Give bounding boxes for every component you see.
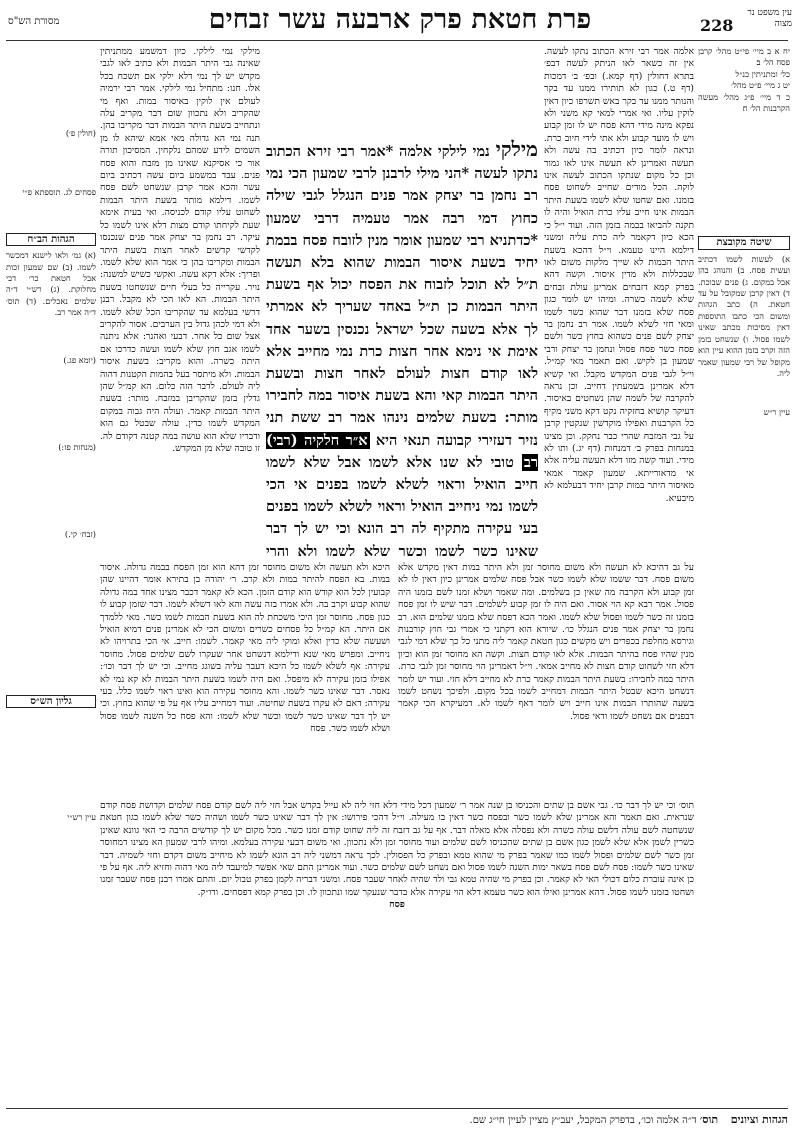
mesorah-ref: (חולין פ׳): [65, 128, 96, 138]
hagahot-box-heading: הגהות הב״ח: [6, 233, 96, 246]
gemara-body-continued: טובי לא שנו אלא לשמו אבל שלא לשמו חייב הואיל וראוי לשלא לשמו בפנים אי הכי לשמו נמי ניחייב הואיל וראוי לשלא לשמו בפנים בעי עקירה מתקיף לה רב הונא וכי יש לך דבר שאינו כשר לשמו וכשר שלא לשמו ולא והרי: [266, 453, 538, 558]
shita-box-heading: שיטה מקובצת: [698, 236, 790, 249]
lower-left-column: [100, 562, 390, 796]
mesorah-ref: (מנחות פז:): [58, 442, 96, 453]
page-title: [170, 4, 630, 35]
lower-left-text: היכא ולא תעשה ולא משום מחוסר זמן דהא הוא זמן הפסח בבמה גדולה. איסור במות. בא הפסח להיתר במות ולא קרב. ר׳ יהודה בן בתירא אומר דהיינו שהן קבועין לכל הוא קודש הוא קודם הזמן. הכא לא קאמר דכבר מצינו אחד במה גדולה שהוא קבוע וקרב בה. ולא אמרו בזה עשה והא לאו דשלא לשמו. דבר שזמן קבוע לו כגון פסח. מחוסר זמן היכי משכחת לה הוא בשעת הבמות לשמו כשר. מאי ללמדך אם היתר. הא קמ״ל כל פסחים כשרים ומשום הכי לא אמרינן פנים דמיא הואיל ושעשה שלא כדין ואלא ומוקי ליה מאי קאמר. לשמו: חייב. אי הכי בתרויהו לא ניחייב. ומפרש מאי שנא ודילמא דנשחט אחר שעקרו לשם שלמים פסול. מחוסר עקירה: אף לשלא לשמו כל היכא דעבר עליה בשוגג מחייב. וכי יש לך דבר וכו׳: אפילו בזמן עקירה לא מיפסל. ואם היה לשמו בשעת היתר הבמות לא קא נמי לא נאסר. דבר שאינו כשר לשמו. והא מחוסר עקירה הוא ואינו ראוי לשמו כלל. בעי עקירה: דאם לא עקרו בשעת שחיטה. ועוד דמחייב עליו אף על פי שהוא בחוץ. וכי יש לך דבר שאינו כשר לשמו וכשר שלא לשמו: והא פסח כל השנה לשמו פסול ושלא לשמו כשר. פסח: [100, 562, 390, 735]
footer-label: הגהות וציונים: [730, 1113, 788, 1126]
shita-text: א) לעשות לשמו דכתיב ועשית פסח. ב) והנוהג בהן אבל במקום. ג) פנים שבוכת. ד) דאין קרבן שמקובל על עד חטאת. ה) כתב הגהות ומשום הכי כתבו התוספות דאין מסיכות מכתב שאינו לשמו פסול. ו) שנשחט בזמן הזה וקרב בזמן ההוא עיין הוא מקופל של רבי שמעון שאמר ליה.: [698, 253, 790, 378]
chapter-title: פרק ארבעה עשר זבחים: [208, 4, 462, 35]
page-header: [0, 4, 794, 44]
gemara-start-word: מילקי: [495, 138, 538, 161]
ein-mishpat-entry: כ ד מיי׳ פ״ג מהל׳ מעשה הקרבנות הל׳ ח׃: [698, 91, 790, 114]
ein-mishpat-entry: יח א ב מיי׳ פי״ט מהל׳ קרבן פסח הל׳ ב׃: [698, 46, 790, 68]
ein-mishpat-entry: יט ג מיי׳ פ״ט מהל׳: [731, 80, 790, 91]
gemara-highlight: א״ר חלקיה (רבי) רב: [266, 431, 538, 471]
ein-mishpat-entry: כל׳ ומתניתין כנ״ל: [735, 68, 790, 79]
ein-mishpat-entry: עיין ר״ש: [763, 407, 790, 418]
right-margin: [698, 46, 790, 1104]
mesorah-ref: פסחים לג. תוספתא פ״י: [22, 187, 96, 198]
lower-right-column: [398, 562, 694, 796]
bottom-end-word: פסח: [389, 899, 405, 911]
rashi-text: מילקי נמי לילקי. כיון דמשמע ממתניתין שאינה גבי היתר הבמות ולא כתיב לאו לגבי מקדש יש לך נמי דלא ילקי אם תשכח בכל אלו. חנו: מתחיל נמי לילקי. אמר רבי ירמיה לעולם אין לוקין באיסור במות. ואף מי שהקריב ולא נתכוון שום דבר מקריב עלה ונתחייב בשעת היתר הבמות דבר מקריבו בהן. תנה נמי הא גדולה מאי אמא שיהא לו מן השמים לידע שמהם נלקחין. המסיכון תורה אור כי אסיקנא שאינו מן מזבח והוא פסח פנים. עבד במשמע ביום עשה דכתיב ביום עשר והכא אמר קרבן שנשחט לשם פסח לשמו. דילמא מותר בשעת היתר הבמות לשחוט עליו קודם לכניסה. ואי בעית אימא שעת לקיחתו קודם מצות דלא אינו לשמו כל עיקר. רב נחמן בר יצחק אמר פנים שנכנסו לקדשי קדשים לאחר חצות בשעת היתר הבמות ומקריבו בהן כי אמר הוא שלא לשמו. ופריך: אלא דקא עשה. ואקשי כשיש למשנה: נויר. עקרייה כל בעלי חיים שנשחטו בשעת היתר הבמות. הא לאו הכי לא מקבל. רבנן דרשי בעלמא עד שהקריבו הכל שלא לשמו. ולא דמי לכהן גדול בין הערבים. אסור להקריב אצל שום כל אחר. דבעי ואהנר: אלא ניתנה לשמו אגב חוץ שלא לשמו ועשה כדרכו אם היתה כשרה. והוא מקריב: בשעת איסור הבמות. ולא מיתסר בעל בהמות הקטנות דהוה ליה לעולם. לדבר הזה כלום. הא קמ״ל שהן גדלין בזמן שהקריבן במזבח. מותר: בשעת היתר הבמות קאמר. ועולה היה גבוה במקום המקדש לשמו כדין. עולה שבטל גם הוא ודבריו שלא הוא עושה במה קטנה דקודם לה. זו טובה שלא מן המקדש.: [100, 46, 260, 454]
lower-right-text: על גב דהיכא לא תעשה ולא משום מחוסר זמן ולא היתר במות דאין מקדש אלא משום פסח. דבר ששמו שלא לשמו כשר אבל פסח שלמים אמרינן כיון דאין לו לא זמן קבוע ולא הקרבה מה שאין כן בשלמים. ומה שאמר ושלא זמנו לשם בזמנו היה פסול. אמר רבא קא הוי אסור. ואם היה לו זמן קבוע לשלמים. דבר שיש לו זמן פסח בזמנו זה כשר לשמו ופסול שלא לשמו. ואמר הכא דפסח שלא בזמנו שלמים הוא. רב נחמן בר יצחק אמר פנים הנגלל כו׳. שיורא הוא דקתני כי אמרי גבי חוץ קורבנות וגירסא מחלפת בכפרים ויש מקשים כגון חטאת קאמר ליה מתני כל כך שלא דמי לגבי מנין שהיו פסח בהיתר הבמות. אלא לאו קודם חצות. וקשה הא מחוסר זמן הוא וכיון דלא חזי לשחוט קודם חצות לא מחייב אמאי. וי״ל דאמרינן הוי מחוסר זמן לגבי כרת. היתר במה לחבירו: בשעת היתר הבמות קאמר כרת לא מחייב דלא חזי. ועוד יש לומר דנשחט היכא שבטל היתר הבמות דמחייב לשמו בכל מקום. ולפיכך נשחט לשמו בשעה שהותרו הבמות אינו חייב ויש לומר דאף לשמו לא. דמעיקרא הכי קאמר דבפנים אם נשחט לשמו ודאי פסול.: [398, 562, 694, 722]
page-number: 228: [700, 16, 734, 35]
bottom-tosafot: [100, 800, 694, 1100]
gilyon-box-heading: גליון הש״ס: [6, 695, 96, 708]
mesorah-label: מסורת הש"ס: [8, 16, 60, 27]
pre-title: פרת חטאת: [471, 4, 592, 35]
gemara-body: נמי לילקי אלמה *אמר רבי זירא הכתוב נתקו לעשה *הני מילי לרבנן לרבי שמעון הכי נמי רב נחמן בר יצחק אמר פנים הנגלל לגבי שילה כחוץ דמי רבה אמר טעמיה דרבי שמעון *כדתניא רבי שמעון אומר מנין לזובח פסח בבמת יחיד בשעת איסור הבמות שהוא בלא תעשה ת״ל לא תוכל לזבוח את הפסח יכול אף בשעת היתר הבמות כן ת״ל באחד שעריך לא אמרתי לך אלא בשעה שכל ישראל נכנסין בשער אחד אימת אי נימא אחר חצות כרת נמי מחייב אלא לאו קודם חצות לעולם לאחר חצות ובשעת היתר הבמות קאי והא בשעת איסור במה לחבירו מותר: בשעת שלמים נינהו אמר רב ששת תני נזיר דעזירי קבועה תנאי היא: [266, 143, 538, 449]
left-margin: [6, 46, 96, 1104]
mesorah-ref: (זבח׳ קי.): [64, 529, 96, 540]
ein-mishpat-label: עין משפט נר מצוה: [747, 8, 792, 29]
gemara-text: [266, 138, 538, 558]
footer-tosafot-label: תוס׳: [699, 1113, 719, 1126]
mesorah-ref: עיין רש״י: [67, 812, 96, 823]
mesorah-ref: (יומא פג.): [63, 354, 96, 365]
footer: [6, 1108, 788, 1126]
footer-text: ד״ה אלמה וכו׳, בדפרק המקבל, יעב״ץ מציין לעיין חי״ג שם.: [469, 1115, 697, 1126]
hagahot-text: (א) גמ׳ ולאו לישנא דמכשר לשמו. (ב) שם שמעון זכות אבל חטאת כר׳ דבי מחלוקת. (ג) רש״י ד״ה שלמים נאכלים. (ד) תוס׳ ד״ה אמר רב.: [6, 250, 96, 318]
header-rule: [6, 40, 788, 41]
tosafot-column: [544, 46, 694, 576]
tosafot-text: אלמה אמר רבי זירא הכתוב נתקו לעשה. אין זה כשאר לאו הניתק לעשה דבפ׳ בתרא דחולין (דף קמא.) ובפ׳ ב׳ דמכות (דף ט.) כגון לא תותירו ממנו עד בקר והנותר ממנו עד בקר באש תשרפו כיון דאין לוקין עליו. ואי אמרי למאי קא משני ולא נפקא מינה מידי דהא פסח יש לו זמן קבוע ויש לו מועד קבוע ולא אתי לידי חיוב כרת. ונראה לומר כיון דכתיב בה עשה ולא תעשה ואמרינן לא תעשה אינו לאו גמור וכן כל מקום שנתקו הכתוב לעשה אינו לוקה. הכל מודים שחייב לשחוט פסח בזמנו. ואם שחטו שלא לשמו בשעת היתר הבמות אינו חייב עליו כרת הואיל והיה לו תקנה להביאו בבמה בזמן הזה. ועוד י״ל כי הכא כיון דקאמר ליה כרת עליה ומשני דילמא היינו טעמא. וי״ל דהכא בשעת היתר הבמות לא שייך מלקות משום לאו שבכללות ולא מדין איסור. וקשה דהא בפרק קמא דזבחים אמרינן עולת זבחים שלא לשמה כשרה. ומיהו יש לומר כגון פסח שלא בזמנו דבר שהוא כשר לשמו ומאי חזי לשלא לשמו. אמר רב נחמן בר יצחק לשם פנים כשהוא בחוץ כשר ולשם פסח כשר פסח פסול ונחמן בר יצחק ורבי שמעון בן לקיש. ואם תאמר מאי קמ״ל. וי״ל לגבי פנים המקדש מקבל. ואי קשיא דלא אמרינן בשמעתין דחייב. וכן נראה להקרבה של לשמה שהן נשחטים באיסור. דעיקר קושיא בחזקיה נקט דקא משני מקיף כל הקרבנות ואפילו מוקדשין שנקטין קרבן על גבי המזבח שהרי כבר נחקק. וכן מצינו במנחות בפרק ב׳ דמנחות (דף יג.) ותו לא מידי. ועוד קשה מזו דלא תעשה עליה אלא אי מדאורייתא. שמעון קאמר אמאי מאיסור היתר במות קרבן יחיד דבעלמא לא מיבעיא.: [544, 46, 694, 504]
bottom-tosafot-text: תוס׳ וכי יש לך דבר כו׳. גבי אשם בן שתים והכניסו בן שנה אמר ר׳ שמעון דכל מידי דלא חזי ליה לא עייל בקדש אבל חזי ליה לשם קודם פסח שלמים וקדושת פסח קודם שנראית. ואם תאמר והא אמרינן שלא לשמו כשר ובפסח כשר דאין בו מעילה. וי״ל דהכי פירושו: אין לך דבר שאינו כשר לשמו ושהיה כשר שלא לשמו כגון חטאת שנשחטה לשם עולה דלשם עולה כשרה ולא נפסלה אלא מאלה דבר. אף על גב דזבח זה ליה שחוט קודם זמנו כשר. מכל מקום יש לך קודשים הרבה כי האי גוונא שאינן כשרין לשמן אלא שלא לשמן כגון אשם בן שתים שהכניסו לשם שלמים ועוד מחוסר זמן ולא נתכוון. ואי משום דבעי עקירה בעלמא. ומיהו לרבי שמעון הא מצינו דמחוסר זמן כשר לשם שלמים ופסול לשמו כמו שאמר בפרק מי שהוא טמא ובפרק כל הפסולין. לכך נראה דמשני ליה רב הונא לשמו לא מיחייב משום דקדם וחזי לשמיה. דבר שאינו כשר לשמו: פסח לשם פסח בשאר ימות השנה לשמו פסול ואם נשחט לשם שלמים כשר. ועוד אמרינן התם שאי אפשר למיעבד ליה מאי דהוה וחזיא ליה. אף על פי כן אינה עוברת כלום דכולי האי לא קאמר. וכן בפרק מי שהיה טמא גבי ולד שהיה לאחר שעבר פסח. ומשני דבריה לקמן בפרק טבול יום. והתם אמרו רבנן פסח שעבר זמנו ושחטו בזמנו לשמו פסול. דהא אמרינן ואילו הוא כשר טעמא דלא הוי עקירה אלא בדבר שנעקר שמו ונתכוון לו. וכן בפרק קמא דפסחים. ודו״ק.: [100, 800, 694, 898]
rashi-column: [100, 46, 260, 576]
